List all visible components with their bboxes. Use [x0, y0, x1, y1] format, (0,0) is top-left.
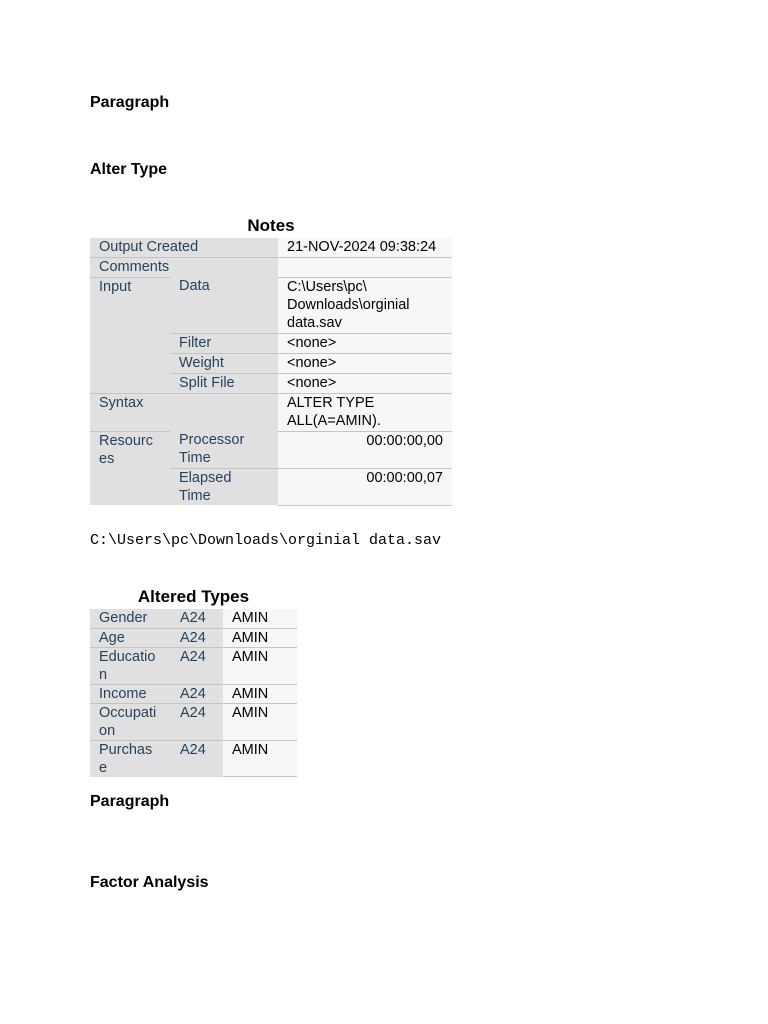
old-type: A24 — [171, 628, 223, 647]
variable-name — [90, 647, 171, 684]
syntax-value-line: ALTER TYPE — [287, 394, 375, 411]
variable-name-line: Educatio — [99, 648, 156, 665]
variable-name-line: e — [99, 759, 108, 776]
old-type: A24 — [171, 703, 223, 740]
elapsed-time-label-line: Elapsed — [179, 469, 232, 486]
syntax-value — [278, 393, 452, 431]
variable-name-line: n — [99, 666, 108, 683]
variable-name-line: Gender — [99, 610, 148, 626]
new-type: AMIN — [223, 684, 297, 703]
table-row — [90, 257, 452, 277]
table-row — [90, 684, 297, 703]
comments-label: Comments — [90, 257, 278, 277]
table-row — [90, 393, 452, 431]
table-row — [90, 609, 297, 628]
comments-value — [278, 257, 452, 277]
variable-name — [90, 703, 171, 740]
split-file-value: <none> — [278, 373, 452, 393]
factor-analysis-heading: Factor Analysis — [90, 874, 209, 891]
old-type: A24 — [171, 684, 223, 703]
old-type: A24 — [171, 740, 223, 777]
table-row — [90, 277, 452, 333]
old-type: A24 — [171, 647, 223, 684]
output-created-value: 21-NOV-2024 09:38:24 — [278, 238, 452, 257]
processor-time-value: 00:00:00,00 — [278, 431, 452, 468]
table-row — [90, 238, 452, 257]
paragraph-heading: Paragraph — [90, 94, 170, 111]
processor-time-label — [170, 431, 278, 468]
elapsed-time-label-line: Time — [179, 487, 211, 504]
table-row — [90, 703, 297, 740]
syntax-label: Syntax — [90, 393, 278, 431]
variable-name-line: Occupati — [99, 704, 157, 721]
elapsed-time-label — [170, 468, 278, 505]
output-created-label: Output Created — [90, 238, 278, 257]
input-label: Input — [90, 277, 170, 393]
variable-name — [90, 609, 171, 628]
data-value-line: data.sav — [287, 314, 342, 331]
variable-name-line: Income — [99, 685, 147, 702]
file-path: C:\Users\pc\Downloads\orginial data.sav — [90, 532, 442, 549]
paragraph-heading-2: Paragraph — [90, 793, 170, 810]
table-row — [90, 647, 297, 684]
new-type: AMIN — [223, 703, 297, 740]
table-row — [90, 431, 452, 468]
resources-label-line: es — [99, 450, 115, 467]
variable-name-line: on — [99, 722, 116, 739]
altered-types-table — [90, 609, 297, 777]
data-value-line: Downloads\orginial — [287, 296, 410, 313]
new-type: AMIN — [223, 609, 297, 628]
new-type: AMIN — [223, 740, 297, 777]
variable-name — [90, 684, 171, 703]
filter-label: Filter — [170, 333, 278, 353]
data-value-line: C:\Users\pc\ — [287, 278, 367, 295]
variable-name-line: Purchas — [99, 741, 153, 758]
table-row — [90, 628, 297, 647]
syntax-value-line: ALL(A=AMIN). — [287, 412, 381, 429]
filter-value: <none> — [278, 333, 452, 353]
weight-value: <none> — [278, 353, 452, 373]
processor-time-label-line: Processor — [179, 432, 245, 448]
elapsed-time-value: 00:00:00,07 — [278, 468, 452, 505]
new-type: AMIN — [223, 647, 297, 684]
notes-table-title: Notes — [247, 216, 295, 235]
resources-label-line: Resourc — [99, 432, 153, 449]
variable-name-line: Age — [99, 629, 125, 646]
weight-label: Weight — [170, 353, 278, 373]
variable-name — [90, 740, 171, 777]
split-file-label: Split File — [170, 373, 278, 393]
old-type: A24 — [171, 609, 223, 628]
processor-time-label-line: Time — [179, 450, 211, 466]
variable-name — [90, 628, 171, 647]
altered-types-title: Altered Types — [137, 587, 250, 606]
resources-label — [90, 431, 170, 505]
notes-table — [90, 238, 452, 506]
table-row — [90, 740, 297, 777]
new-type: AMIN — [223, 628, 297, 647]
data-value — [278, 277, 452, 333]
alter-type-heading: Alter Type — [90, 161, 168, 178]
data-label: Data — [170, 277, 278, 333]
